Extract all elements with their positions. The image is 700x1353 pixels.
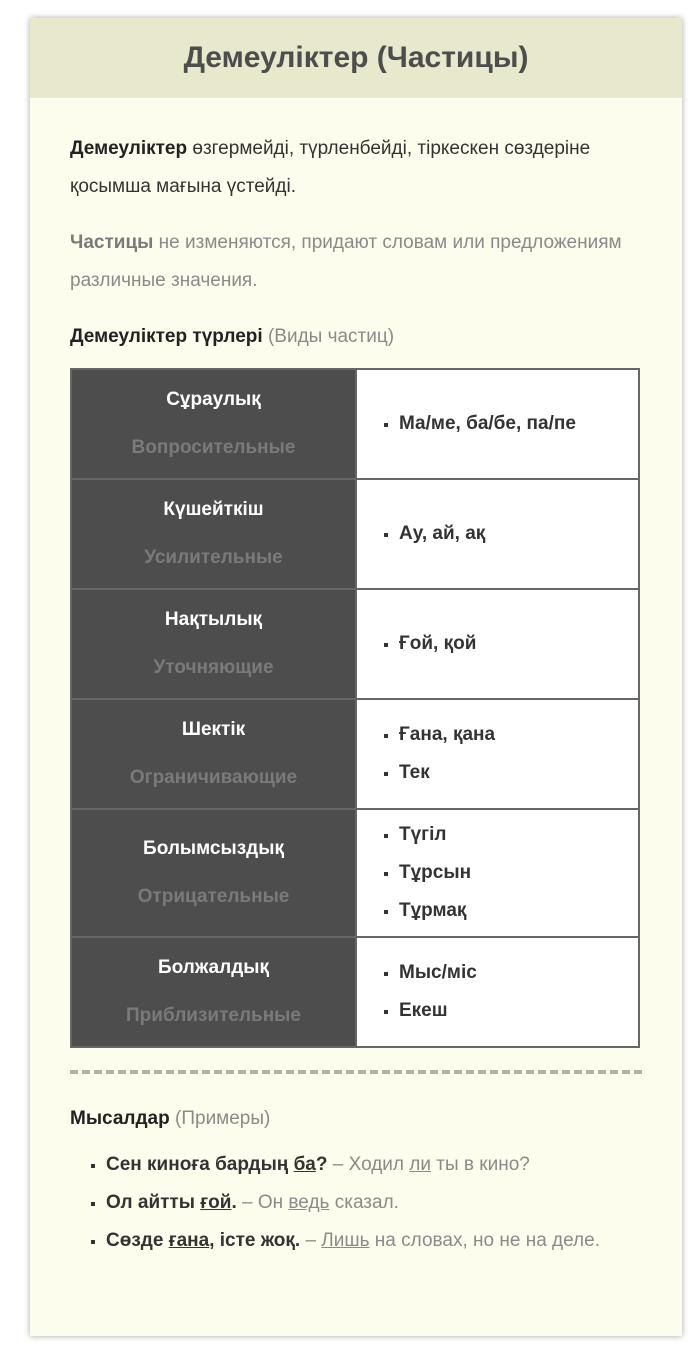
example-dash: – xyxy=(300,1230,322,1251)
particle-type-kz: Күшейткіш xyxy=(163,499,264,520)
table-row xyxy=(71,479,639,589)
list-item: ▪ Тұрмақ xyxy=(399,892,638,930)
table-row xyxy=(71,937,639,1047)
example-kz xyxy=(106,1154,327,1175)
intro-ru-term: Частицы xyxy=(70,232,154,253)
particle-type-kz: Болжалдық xyxy=(158,957,269,978)
table-row xyxy=(71,809,639,937)
particle-type-cell xyxy=(71,809,356,937)
particle-examples-cell xyxy=(356,369,639,479)
particle-type-kz: Сұраулық xyxy=(166,389,261,410)
article-card xyxy=(30,18,682,1336)
particle-types-table xyxy=(70,368,640,1048)
page-title: Демеуліктер (Частицы) xyxy=(30,18,682,98)
list-item: ▪ Түгіл xyxy=(399,816,638,854)
example-kz xyxy=(106,1192,237,1213)
dashed-divider xyxy=(70,1070,642,1074)
list-item: ▪ Ғой, қой xyxy=(399,625,638,663)
example-kz-text: Сен киноға бардың xyxy=(106,1154,294,1175)
list-item: ▪ Ау, ай, ақ xyxy=(399,515,638,553)
example-ru-text: Ходил xyxy=(348,1154,410,1175)
examples-list xyxy=(70,1146,642,1260)
table-row xyxy=(71,369,639,479)
example-ru-text: ты в кино? xyxy=(431,1154,530,1175)
list-item: ▪ Мыс/міс xyxy=(399,954,638,992)
example-kz-text: Ол айтты xyxy=(106,1192,201,1213)
article-content xyxy=(30,130,682,1260)
intro-kz-term: Демеуліктер xyxy=(70,138,188,159)
particle-type-kz: Болымсыздық xyxy=(143,838,284,859)
example-item xyxy=(106,1184,642,1222)
particle-examples-list xyxy=(357,625,638,663)
example-kz-text: . xyxy=(231,1192,237,1213)
examples-heading-ru: (Примеры) xyxy=(169,1108,271,1129)
list-item: ▪ Тұрсын xyxy=(399,854,638,892)
particle-type-cell xyxy=(71,699,356,809)
particle-type-kz: Нақтылық xyxy=(164,609,263,630)
example-ru-text: сказал. xyxy=(329,1192,399,1213)
example-dash: – xyxy=(236,1192,258,1213)
example-kz-text: Сөзде xyxy=(106,1230,169,1251)
particle-examples-cell xyxy=(356,937,639,1047)
example-kz-particle: ғана xyxy=(168,1230,210,1251)
example-dash: – xyxy=(327,1154,349,1175)
particle-type-ru: Уточняющие xyxy=(153,657,274,678)
example-item xyxy=(106,1146,642,1184)
example-kz-text: ? xyxy=(315,1154,328,1175)
particle-type-ru: Ограничивающие xyxy=(129,767,298,788)
list-item: ▪ Екеш xyxy=(399,992,638,1030)
example-kz xyxy=(106,1230,300,1251)
particle-type-ru: Приблизительные xyxy=(126,1005,301,1026)
particle-type-cell xyxy=(71,369,356,479)
intro-kz xyxy=(70,130,642,206)
example-item xyxy=(106,1222,642,1260)
particle-type-ru: Вопросительные xyxy=(131,437,296,458)
intro-ru xyxy=(70,224,642,300)
example-ru-text: на словах, но не на деле. xyxy=(369,1230,600,1251)
particle-examples-list xyxy=(357,716,638,792)
types-heading-ru: (Виды частиц) xyxy=(262,326,395,347)
particle-type-kz: Шектік xyxy=(181,719,246,740)
intro-ru-text: не изменяются, придают словам или предложениям различные значения. xyxy=(70,232,622,291)
examples-heading-kz: Мысалдар xyxy=(70,1108,170,1129)
types-heading xyxy=(70,322,642,352)
table-row xyxy=(71,699,639,809)
example-kz-text: , істе жоқ. xyxy=(209,1230,301,1251)
particle-type-cell xyxy=(71,937,356,1047)
example-kz-particle: ғой xyxy=(200,1192,232,1213)
particle-examples-list xyxy=(357,515,638,553)
particle-type-cell xyxy=(71,479,356,589)
particle-examples-cell xyxy=(356,699,639,809)
types-heading-kz: Демеуліктер түрлері xyxy=(70,326,263,347)
example-kz-particle: ба xyxy=(293,1154,316,1175)
example-ru-particle: ведь xyxy=(288,1192,330,1213)
list-item: ▪ Тек xyxy=(399,754,638,792)
particle-type-ru: Усилительные xyxy=(144,547,283,568)
particle-examples-list xyxy=(357,816,638,930)
intro-kz-text: өзгермейді, түрленбейді, тіркескен сөздеріне қосымша мағына үстейді. xyxy=(70,138,591,197)
example-ru-particle: ли xyxy=(409,1154,431,1175)
table-row xyxy=(71,589,639,699)
examples-heading xyxy=(70,1104,642,1134)
particle-type-ru: Отрицательные xyxy=(137,886,290,907)
example-ru-particle: Лишь xyxy=(321,1230,370,1251)
particle-examples-list xyxy=(357,954,638,1030)
particle-examples-list xyxy=(357,405,638,443)
particle-examples-cell xyxy=(356,809,639,937)
particle-examples-cell xyxy=(356,479,639,589)
particle-examples-cell xyxy=(356,589,639,699)
list-item: ▪ Ғана, қана xyxy=(399,716,638,754)
example-ru-text: Он xyxy=(257,1192,289,1213)
particle-type-cell xyxy=(71,589,356,699)
list-item: ▪ Ма/ме, ба/бе, па/пе xyxy=(399,405,638,443)
